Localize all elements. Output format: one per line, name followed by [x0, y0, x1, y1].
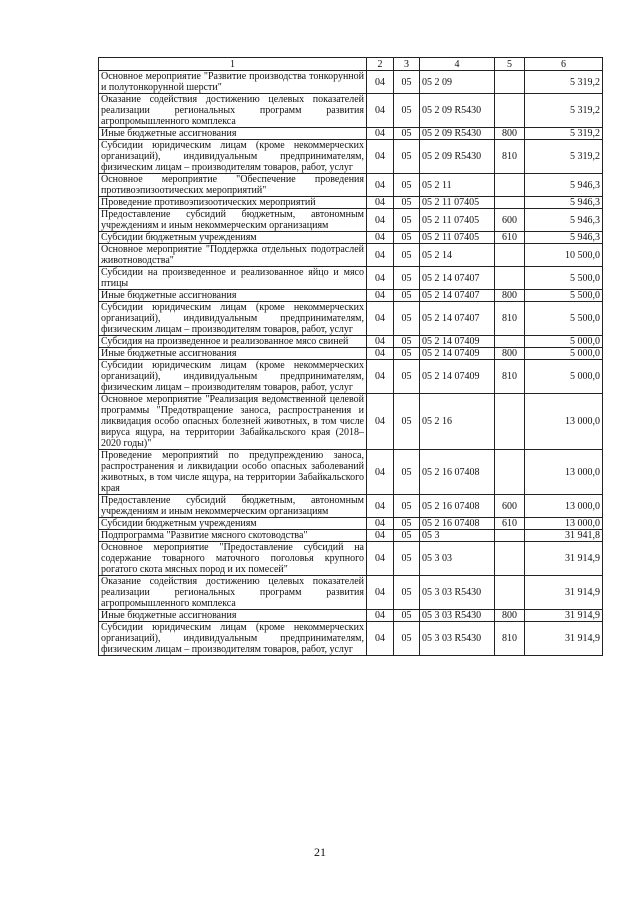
- row-name: Основное мероприятие "Реализация ведомственной целевой программы "Предотвращение заноса, распространения и ликвидация особо опасных болезней животных, в том числе вируса ящура, на территории Забайкальского края (2018–2020 годы)": [99, 394, 367, 450]
- table-row: [99, 209, 603, 232]
- row-amount: 5 946,3: [525, 174, 603, 197]
- row-section: 04: [367, 174, 394, 197]
- row-name: Субсидии бюджетным учреждениям: [99, 518, 367, 530]
- row-subsection: 05: [394, 518, 420, 530]
- row-subsection: 05: [394, 128, 420, 140]
- table-row: [99, 71, 603, 94]
- table-row: [99, 348, 603, 360]
- row-section: 04: [367, 302, 394, 336]
- table-row: [99, 267, 603, 290]
- row-target-code: 05 2 16 07408: [420, 450, 495, 495]
- row-amount: 13 000,0: [525, 394, 603, 450]
- row-amount: 5 319,2: [525, 71, 603, 94]
- row-section: 04: [367, 209, 394, 232]
- row-expense-type: 800: [495, 128, 525, 140]
- row-amount: 5 500,0: [525, 302, 603, 336]
- row-amount: 31 914,9: [525, 622, 603, 656]
- row-subsection: 05: [394, 450, 420, 495]
- row-section: 04: [367, 394, 394, 450]
- row-target-code: 05 3: [420, 530, 495, 542]
- table-row: [99, 450, 603, 495]
- row-subsection: 05: [394, 576, 420, 610]
- row-subsection: 05: [394, 610, 420, 622]
- row-target-code: 05 2 11 07405: [420, 209, 495, 232]
- row-target-code: 05 2 09 R5430: [420, 140, 495, 174]
- row-expense-type: [495, 394, 525, 450]
- row-section: 04: [367, 495, 394, 518]
- table-row: [99, 495, 603, 518]
- row-name: Оказание содействия достижению целевых показателей реализации региональных программ развития агропромышленного комплекса: [99, 576, 367, 610]
- row-subsection: 05: [394, 336, 420, 348]
- row-subsection: 05: [394, 71, 420, 94]
- header-col-6: 6: [525, 58, 603, 71]
- row-amount: 31 941,8: [525, 530, 603, 542]
- header-col-5: 5: [495, 58, 525, 71]
- row-name: Основное мероприятие "Поддержка отдельных подотраслей животноводства": [99, 244, 367, 267]
- row-target-code: 05 2 14 07409: [420, 336, 495, 348]
- row-expense-type: [495, 530, 525, 542]
- row-amount: 5 319,2: [525, 94, 603, 128]
- row-name: Субсидии юридическим лицам (кроме некоммерческих организаций), индивидуальным предпринимателям, физическим лицам – производителям товаров, работ, услуг: [99, 302, 367, 336]
- table-row: [99, 94, 603, 128]
- row-expense-type: [495, 71, 525, 94]
- row-target-code: 05 2 11: [420, 174, 495, 197]
- row-subsection: 05: [394, 495, 420, 518]
- row-name: Проведение противоэпизоотических мероприятий: [99, 197, 367, 209]
- row-target-code: 05 2 14 07407: [420, 267, 495, 290]
- row-subsection: 05: [394, 244, 420, 267]
- row-section: 04: [367, 610, 394, 622]
- row-expense-type: [495, 542, 525, 576]
- row-subsection: 05: [394, 542, 420, 576]
- row-amount: 5 946,3: [525, 197, 603, 209]
- row-target-code: 05 2 14 07409: [420, 360, 495, 394]
- row-target-code: 05 2 11 07405: [420, 197, 495, 209]
- row-target-code: 05 2 16 07408: [420, 495, 495, 518]
- row-subsection: 05: [394, 94, 420, 128]
- row-expense-type: 810: [495, 622, 525, 656]
- row-subsection: 05: [394, 209, 420, 232]
- row-name: Проведение мероприятий по предупреждению заноса, распространения и ликвидации особо опасных заболеваний животных, в том числе ящура, на территории Забайкальского края: [99, 450, 367, 495]
- row-name: Оказание содействия достижению целевых показателей реализации региональных программ развития агропромышленного комплекса: [99, 94, 367, 128]
- row-name: Иные бюджетные ассигнования: [99, 348, 367, 360]
- row-name: Субсидии юридическим лицам (кроме некоммерческих организаций), индивидуальным предпринимателям, физическим лицам – производителям товаров, работ, услуг: [99, 622, 367, 656]
- table-row: [99, 336, 603, 348]
- row-expense-type: 610: [495, 232, 525, 244]
- row-expense-type: [495, 450, 525, 495]
- row-expense-type: 810: [495, 302, 525, 336]
- row-expense-type: 600: [495, 209, 525, 232]
- row-section: 04: [367, 197, 394, 209]
- row-section: 04: [367, 244, 394, 267]
- row-amount: 5 500,0: [525, 267, 603, 290]
- row-name: Иные бюджетные ассигнования: [99, 610, 367, 622]
- table-row: [99, 530, 603, 542]
- row-subsection: 05: [394, 290, 420, 302]
- row-expense-type: [495, 174, 525, 197]
- row-expense-type: [495, 336, 525, 348]
- row-section: 04: [367, 71, 394, 94]
- row-name: Субсидии юридическим лицам (кроме некоммерческих организаций), индивидуальным предпринимателям, физическим лицам – производителям товаров, работ, услуг: [99, 140, 367, 174]
- table-row: [99, 290, 603, 302]
- row-target-code: 05 2 09 R5430: [420, 128, 495, 140]
- row-amount: 5 000,0: [525, 348, 603, 360]
- row-target-code: 05 3 03 R5430: [420, 622, 495, 656]
- row-target-code: 05 3 03: [420, 542, 495, 576]
- row-amount: 5 946,3: [525, 209, 603, 232]
- row-expense-type: 810: [495, 140, 525, 174]
- header-col-2: 2: [367, 58, 394, 71]
- row-name: Субсидии на произведенное и реализованное яйцо и мясо птицы: [99, 267, 367, 290]
- row-section: 04: [367, 518, 394, 530]
- header-col-3: 3: [394, 58, 420, 71]
- row-target-code: 05 2 14: [420, 244, 495, 267]
- header-col-4: 4: [420, 58, 495, 71]
- row-subsection: 05: [394, 394, 420, 450]
- row-section: 04: [367, 622, 394, 656]
- row-subsection: 05: [394, 360, 420, 394]
- row-subsection: 05: [394, 174, 420, 197]
- row-amount: 31 914,9: [525, 610, 603, 622]
- row-section: 04: [367, 290, 394, 302]
- row-name: Субсидии бюджетным учреждениям: [99, 232, 367, 244]
- row-subsection: 05: [394, 267, 420, 290]
- row-section: 04: [367, 576, 394, 610]
- row-subsection: 05: [394, 302, 420, 336]
- row-section: 04: [367, 450, 394, 495]
- row-expense-type: 800: [495, 610, 525, 622]
- row-section: 04: [367, 360, 394, 394]
- table-row: [99, 576, 603, 610]
- row-subsection: 05: [394, 348, 420, 360]
- row-amount: 5 946,3: [525, 232, 603, 244]
- table-row: [99, 622, 603, 656]
- header-col-1: 1: [99, 58, 367, 71]
- table-row: [99, 232, 603, 244]
- row-target-code: 05 2 16 07408: [420, 518, 495, 530]
- row-name: Субсидии юридическим лицам (кроме некоммерческих организаций), индивидуальным предпринимателям, физическим лицам – производителям товаров, работ, услуг: [99, 360, 367, 394]
- row-target-code: 05 2 14 07409: [420, 348, 495, 360]
- row-amount: 5 319,2: [525, 128, 603, 140]
- row-amount: 13 000,0: [525, 518, 603, 530]
- row-section: 04: [367, 232, 394, 244]
- row-target-code: 05 2 11 07405: [420, 232, 495, 244]
- row-name: Предоставление субсидий бюджетным, автономным учреждениям и иным некоммерческим организациям: [99, 209, 367, 232]
- table-row: [99, 360, 603, 394]
- row-name: Субсидия на произведенное и реализованное мясо свиней: [99, 336, 367, 348]
- row-name: Основное мероприятие "Обеспечение проведения противоэпизоотических мероприятий": [99, 174, 367, 197]
- row-target-code: 05 2 16: [420, 394, 495, 450]
- row-section: 04: [367, 128, 394, 140]
- row-expense-type: 810: [495, 360, 525, 394]
- row-name: Основное мероприятие "Предоставление субсидий на содержание товарного маточного поголовья крупного рогатого скота мясных пород и их помесей": [99, 542, 367, 576]
- row-name: Основное мероприятие "Развитие производства тонкорунной и полутонкорунной шерсти": [99, 71, 367, 94]
- row-section: 04: [367, 530, 394, 542]
- table-row: [99, 244, 603, 267]
- row-amount: 13 000,0: [525, 495, 603, 518]
- row-expense-type: 800: [495, 348, 525, 360]
- row-subsection: 05: [394, 140, 420, 174]
- table-row: [99, 518, 603, 530]
- table-row: [99, 197, 603, 209]
- row-expense-type: 800: [495, 290, 525, 302]
- row-section: 04: [367, 140, 394, 174]
- table-row: [99, 140, 603, 174]
- row-amount: 31 914,9: [525, 576, 603, 610]
- page-number: 21: [314, 845, 326, 859]
- row-section: 04: [367, 542, 394, 576]
- row-amount: 5 000,0: [525, 360, 603, 394]
- row-expense-type: [495, 94, 525, 128]
- row-section: 04: [367, 348, 394, 360]
- row-amount: 13 000,0: [525, 450, 603, 495]
- row-target-code: 05 2 14 07407: [420, 290, 495, 302]
- table-row: [99, 302, 603, 336]
- table-row: [99, 610, 603, 622]
- row-section: 04: [367, 267, 394, 290]
- row-name: Подпрограмма "Развитие мясного скотоводства": [99, 530, 367, 542]
- row-expense-type: [495, 244, 525, 267]
- row-subsection: 05: [394, 530, 420, 542]
- row-section: 04: [367, 94, 394, 128]
- row-subsection: 05: [394, 232, 420, 244]
- table-row: [99, 542, 603, 576]
- row-expense-type: 600: [495, 495, 525, 518]
- row-target-code: 05 3 03 R5430: [420, 610, 495, 622]
- table-row: [99, 174, 603, 197]
- row-expense-type: 610: [495, 518, 525, 530]
- row-amount: 31 914,9: [525, 542, 603, 576]
- row-subsection: 05: [394, 622, 420, 656]
- row-section: 04: [367, 336, 394, 348]
- row-expense-type: [495, 576, 525, 610]
- row-name: Предоставление субсидий бюджетным, автономным учреждениям и иным некоммерческим организациям: [99, 495, 367, 518]
- row-amount: 5 319,2: [525, 140, 603, 174]
- budget-table: [98, 57, 603, 656]
- table-header-row: [99, 58, 603, 71]
- row-target-code: 05 2 09 R5430: [420, 94, 495, 128]
- table-row: [99, 394, 603, 450]
- row-target-code: 05 2 14 07407: [420, 302, 495, 336]
- row-amount: 5 000,0: [525, 336, 603, 348]
- row-target-code: 05 2 09: [420, 71, 495, 94]
- row-name: Иные бюджетные ассигнования: [99, 290, 367, 302]
- row-amount: 10 500,0: [525, 244, 603, 267]
- row-expense-type: [495, 267, 525, 290]
- row-expense-type: [495, 197, 525, 209]
- row-amount: 5 500,0: [525, 290, 603, 302]
- row-target-code: 05 3 03 R5430: [420, 576, 495, 610]
- table-row: [99, 128, 603, 140]
- row-subsection: 05: [394, 197, 420, 209]
- row-name: Иные бюджетные ассигнования: [99, 128, 367, 140]
